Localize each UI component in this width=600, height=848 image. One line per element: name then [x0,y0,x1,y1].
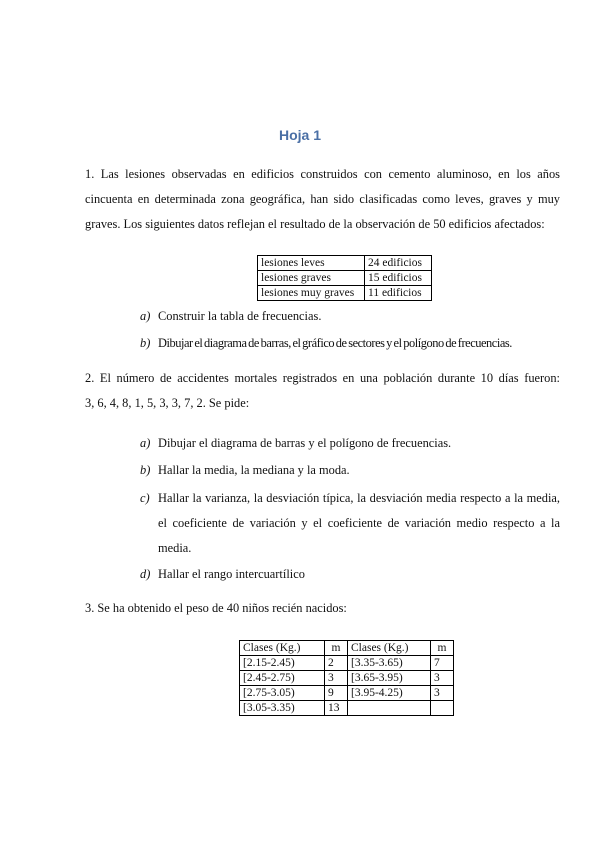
item-label: c) [140,491,150,505]
exercise-1-line: cincuenta en determinada zona geográfica, han sido clasificadas como leves, graves y muy [85,192,560,206]
lesions-table [257,255,432,301]
exercise-1-line: 1. Las lesiones observadas en edificios construidos con cemento aluminoso, en los años [85,167,560,181]
table-row [258,256,432,271]
table-cell: lesiones graves [258,271,365,286]
table-header: m [325,641,348,656]
table-header-row [240,641,454,656]
exercise-1-line: graves. Los siguientes datos reflejan el resultado de la observación de 50 edificios afectados: [85,217,545,231]
table-cell: lesiones muy graves [258,286,365,301]
table-row [240,671,454,686]
table-cell: lesiones leves [258,256,365,271]
item-text: Dibujar el diagrama de barras y el polígono de frecuencias. [158,436,452,450]
exercise-2-item-c [140,486,560,561]
item-label: a) [140,436,151,450]
table-cell: 2 [325,656,348,671]
item-text: Hallar el rango intercuartílico [158,567,305,581]
table-cell: 3 [431,671,454,686]
item-label: b) [140,336,151,350]
exercise-1-statement [85,162,560,237]
table-cell: 3 [325,671,348,686]
table-cell: 11 edificios [365,286,432,301]
item-text-line: media. [158,541,192,555]
table-cell: [3.35-3.65) [348,656,431,671]
table-cell: [3.05-3.35) [240,701,325,716]
exercise-2-line: 2. El número de accidentes mortales registrados en una población durante 10 días fueron: [85,371,560,385]
table-cell: 9 [325,686,348,701]
table-cell: [2.15-2.45) [240,656,325,671]
table-cell: 24 edificios [365,256,432,271]
item-text-line: el coeficiente de variación y el coeficiente de variación medio respecto a la [158,516,560,530]
exercise-3-statement [85,596,560,621]
table-cell: 13 [325,701,348,716]
table-header: m [431,641,454,656]
exercise-2-statement [85,366,560,416]
table-row [240,656,454,671]
exercise-3-line: 3. Se ha obtenido el peso de 40 niños recién nacidos: [85,601,347,615]
table-cell: [2.75-3.05) [240,686,325,701]
table-cell: [3.95-4.25) [348,686,431,701]
table-row [240,701,454,716]
page-title: Hoja 1 [278,127,321,143]
table-row [258,271,432,286]
table-cell: 7 [431,656,454,671]
item-text: Hallar la media, la mediana y la moda. [158,463,350,477]
weights-table [239,640,454,716]
table-cell: 3 [431,686,454,701]
item-text: Dibujar el diagrama de barras, el gráfico de sectores y el polígono de frecuencias. [158,336,512,350]
item-text-line: Hallar la varianza, la desviación típica, la desviación media respecto a la media, [158,491,560,505]
table-cell: 15 edificios [365,271,432,286]
table-row [240,686,454,701]
table-row [258,286,432,301]
item-label: d) [140,567,151,581]
table-header: Clases (Kg.) [348,641,431,656]
item-label: a) [140,309,151,323]
table-cell [431,701,454,716]
item-text: Construir la tabla de frecuencias. [158,309,322,323]
table-cell [348,701,431,716]
table-header: Clases (Kg.) [240,641,325,656]
table-cell: [2.45-2.75) [240,671,325,686]
item-label: b) [140,463,151,477]
exercise-2-line: 3, 6, 4, 8, 1, 5, 3, 3, 7, 2. Se pide: [85,396,250,410]
table-cell: [3.65-3.95) [348,671,431,686]
